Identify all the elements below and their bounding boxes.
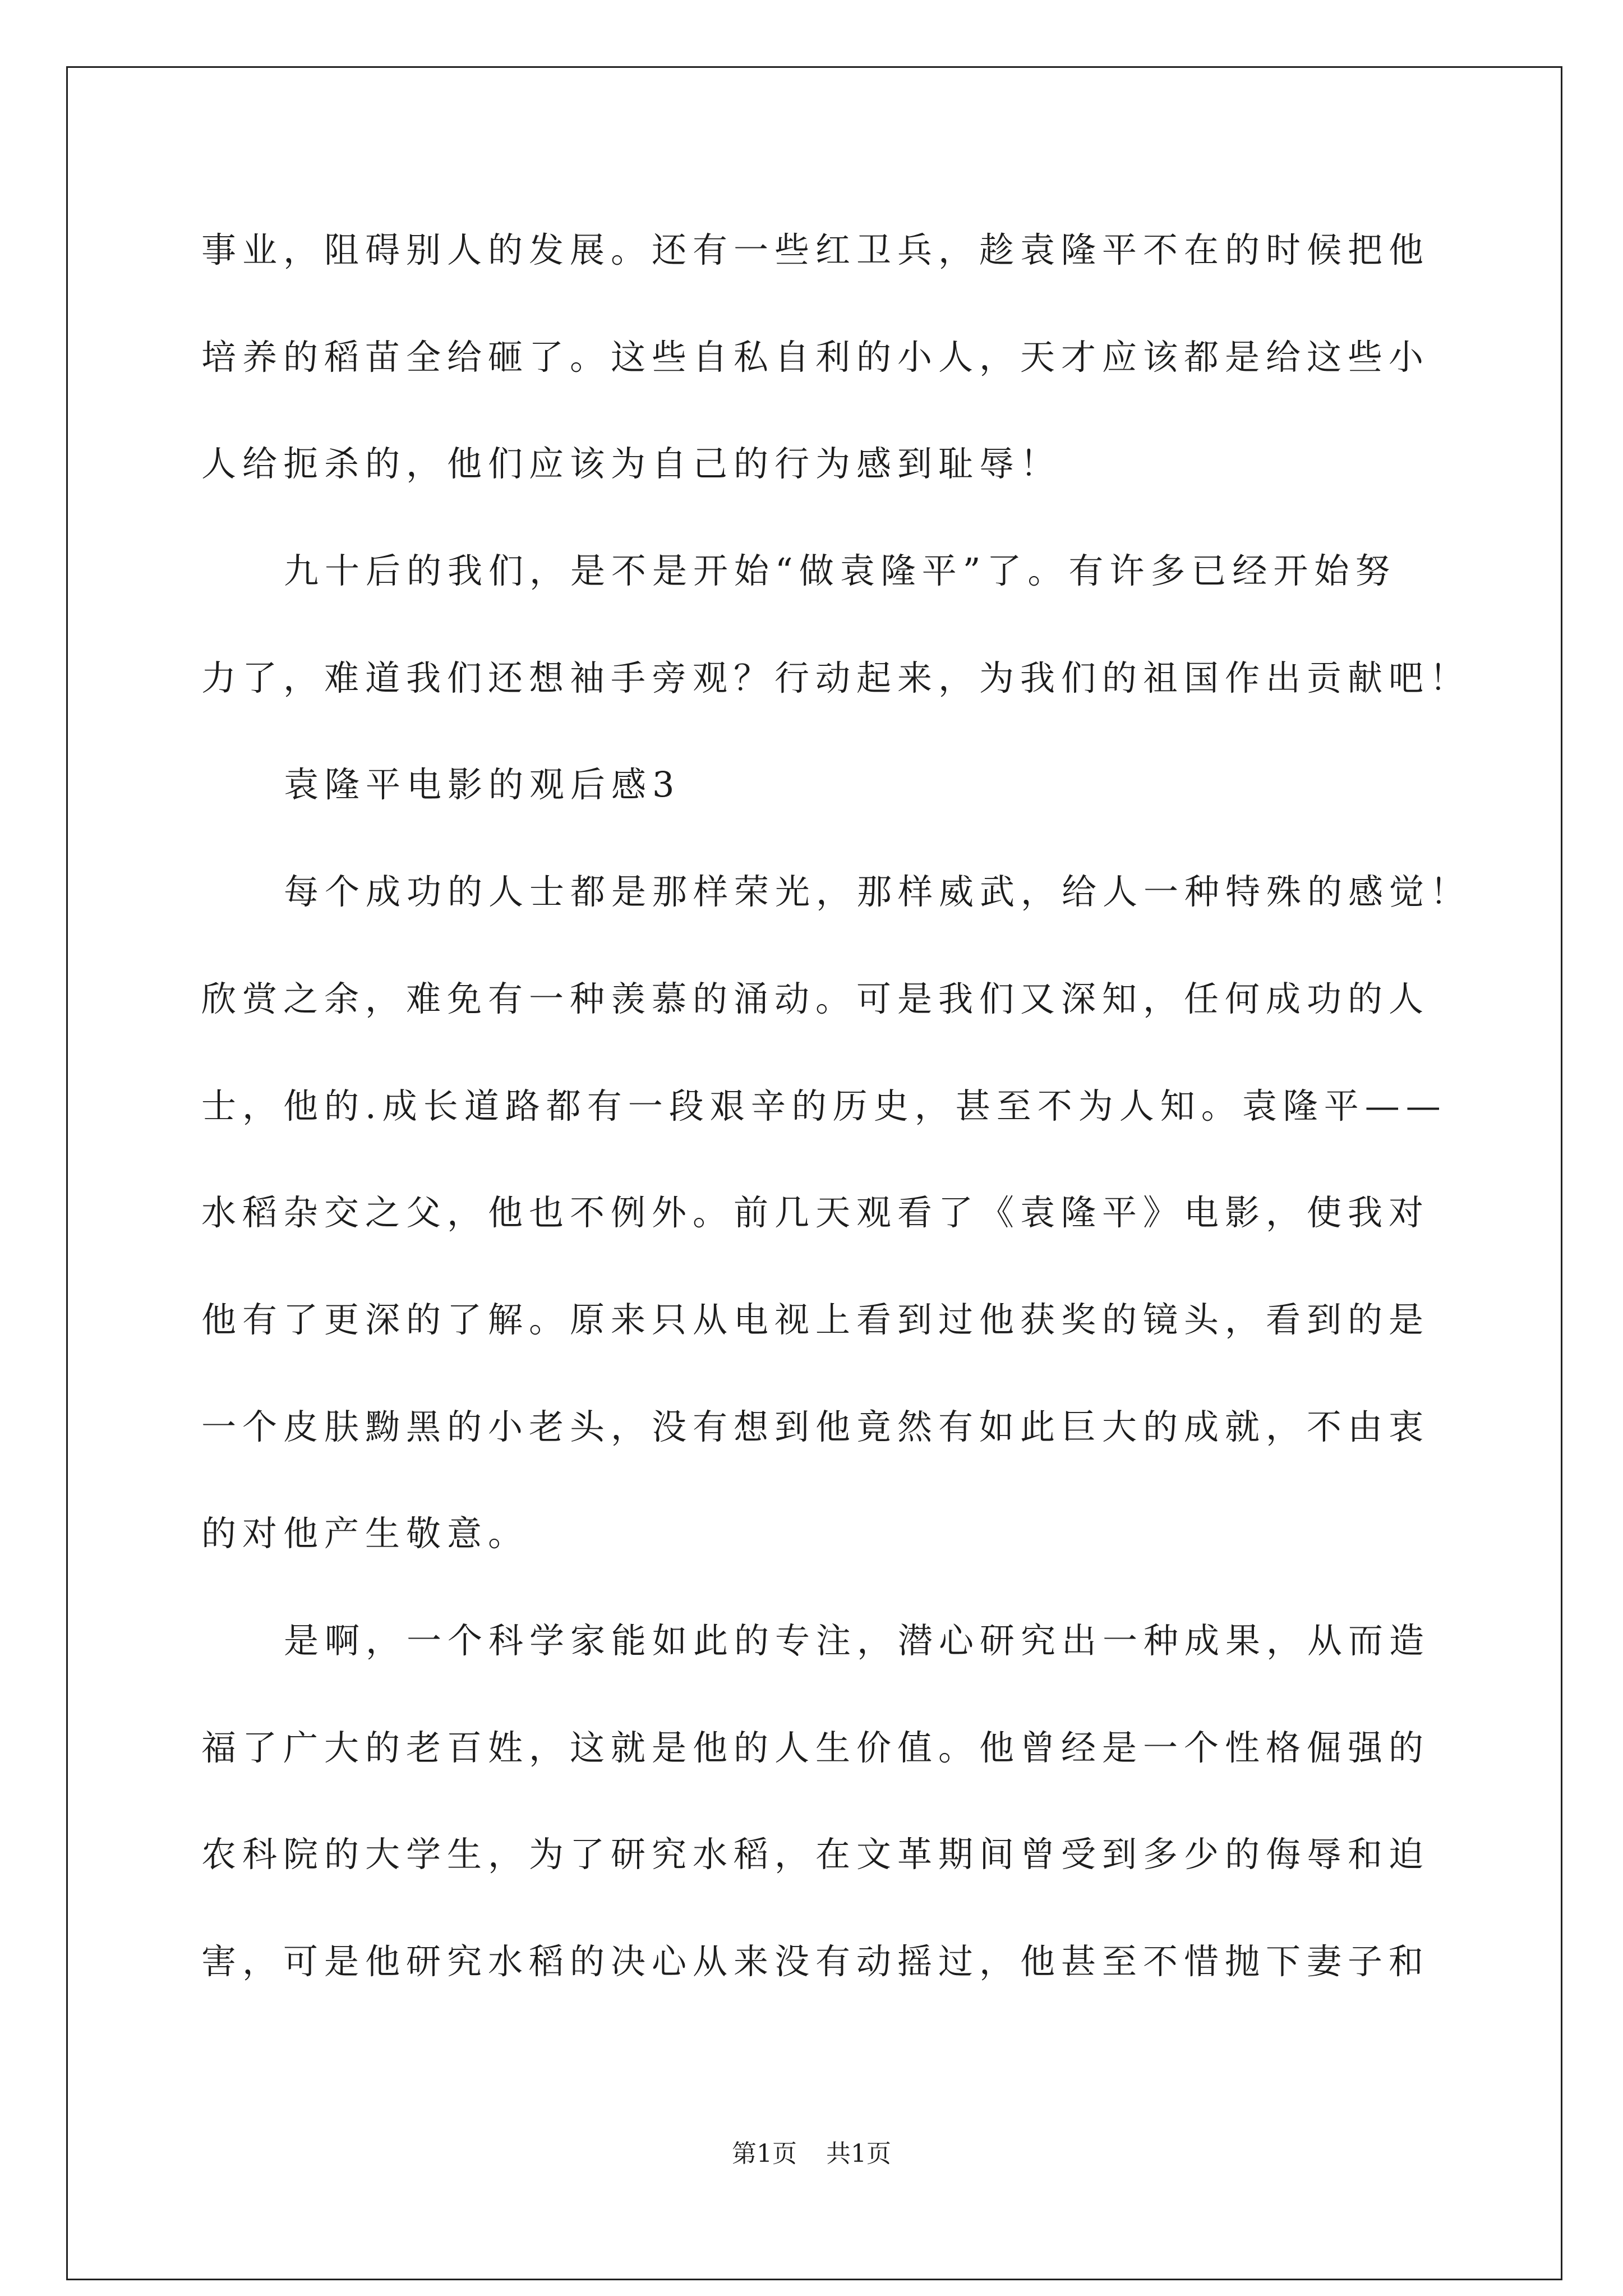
text-line: 九十后的我们，是不是开始“做袁隆平”了。有许多已经开始努 [284, 550, 1396, 592]
text-line: 力了，难道我们还想袖手旁观？行动起来，为我们的祖国作出贡献吧！ [201, 657, 1471, 698]
text-line: 他有了更深的了解。原来只从电视上看到过他获奖的镜头，看到的是 [201, 1299, 1430, 1340]
text-line: 的对他产生敬意。 [201, 1513, 529, 1554]
page-footer [0, 2137, 1623, 2171]
text-line: 每个成功的人士都是那样荣光，那样威武，给人一种特殊的感觉！ [284, 871, 1472, 913]
section-title: 袁隆平电影的观后感3 [284, 764, 681, 806]
document-body [201, 197, 1491, 2016]
text-line: 一个皮肤黝黑的小老头，没有想到他竟然有如此巨大的成就，不由衷 [201, 1406, 1430, 1447]
paragraph [201, 197, 1491, 518]
text-line: 士，他的.成长道路都有一段艰辛的历史，甚至不为人知。袁隆平—— [201, 1085, 1447, 1126]
text-line: 欣赏之余，难免有一种羡慕的涌动。可是我们又深知，任何成功的人 [201, 978, 1430, 1019]
text-line: 是啊，一个科学家能如此的专注，潜心研究出一种成果，从而造 [284, 1619, 1431, 1661]
text-line: 事业，阻碍别人的发展。还有一些红卫兵，趁袁隆平不在的时候把他 [201, 229, 1430, 270]
page-number-total: 共1页 [826, 2139, 891, 2168]
text-line: 培养的稻苗全给砸了。这些自私自利的小人，天才应该都是给这些小 [201, 336, 1430, 378]
text-line: 人给扼杀的，他们应该为自己的行为感到耻辱！ [201, 443, 1062, 485]
page-number-current: 第1页 [732, 2139, 797, 2168]
paragraph [201, 518, 1491, 731]
text-line: 福了广大的老百姓，这就是他的人生价值。他曾经是一个性格倔强的 [201, 1727, 1430, 1768]
paragraph [201, 1588, 1491, 2016]
text-line: 水稻杂交之父，他也不例外。前几天观看了《袁隆平》电影，使我对 [201, 1192, 1430, 1234]
text-line: 农科院的大学生，为了研究水稻，在文革期间曾受到多少的侮辱和迫 [201, 1834, 1430, 1875]
paragraph [201, 839, 1491, 1588]
text-line: 害，可是他研究水稻的决心从来没有动摇过，他甚至不惜抛下妻子和 [201, 1941, 1430, 1982]
